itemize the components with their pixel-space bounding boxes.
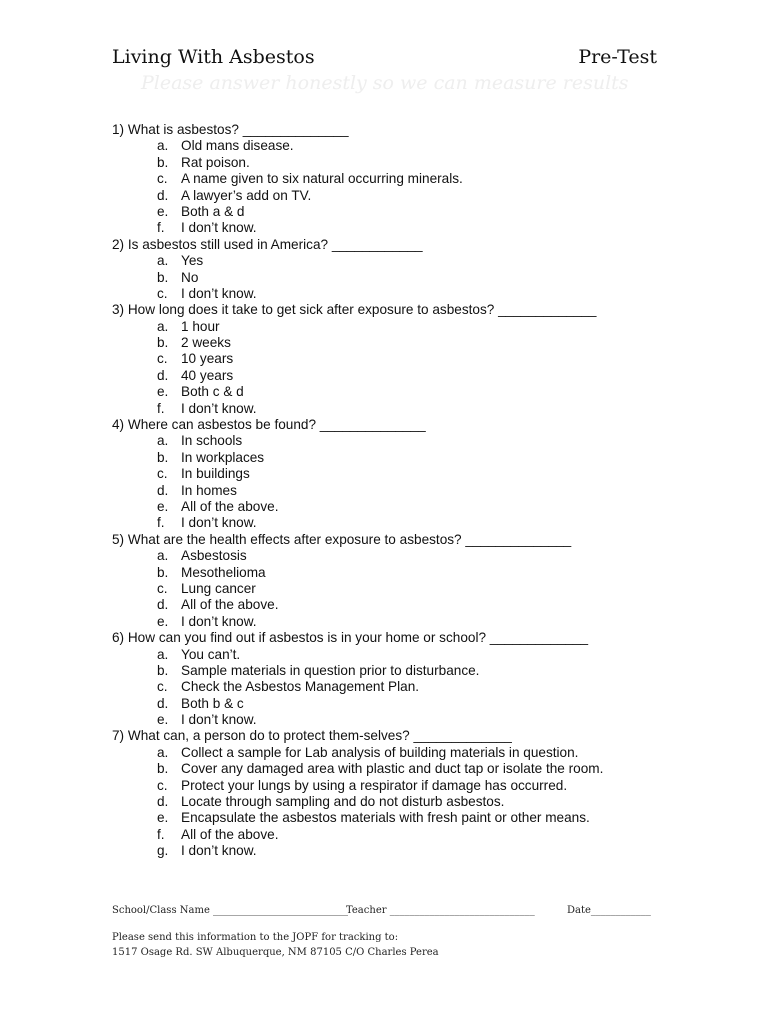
option-text: 2 weeks — [181, 335, 231, 351]
option-letter: b. — [157, 449, 169, 465]
option-letter: d. — [157, 482, 169, 498]
option-text: Sample materials in question prior to disturbance. — [181, 662, 480, 678]
option-letter: d. — [157, 597, 169, 613]
option-letter: d. — [157, 367, 169, 383]
answer-option[interactable] — [112, 745, 732, 761]
option-letter: b. — [157, 662, 169, 678]
answer-option[interactable] — [112, 778, 732, 794]
question-7 — [112, 728, 732, 859]
option-letter: c. — [157, 285, 168, 301]
option-text: Mesothelioma — [181, 564, 266, 580]
option-letter: e. — [157, 810, 169, 826]
option-text: 10 years — [181, 351, 234, 367]
option-text: I don’t know. — [181, 220, 257, 236]
option-letter: b. — [157, 761, 169, 777]
option-text: Rat poison. — [181, 154, 250, 170]
answer-option[interactable] — [112, 319, 732, 335]
option-letter: g. — [157, 843, 169, 859]
option-text: No — [181, 269, 199, 285]
option-text: I don’t know. — [181, 712, 257, 728]
answer-option[interactable] — [112, 433, 732, 449]
answer-option[interactable] — [112, 171, 732, 187]
question-6 — [112, 630, 732, 728]
option-letter: f. — [157, 400, 165, 416]
option-letter: d. — [157, 187, 169, 203]
option-text: All of the above. — [181, 826, 279, 842]
option-text: All of the above. — [181, 597, 279, 613]
option-letter: b. — [157, 335, 169, 351]
option-text: In homes — [181, 482, 237, 498]
option-letter: c. — [157, 171, 168, 187]
option-text: A lawyer’s add on TV. — [181, 187, 312, 203]
option-text: Asbestosis — [181, 548, 247, 564]
question-2 — [112, 237, 732, 303]
answer-option[interactable] — [112, 614, 732, 630]
option-text: Yes — [181, 253, 204, 269]
option-letter: f. — [157, 826, 165, 842]
question-text: 5) What are the health effects after exposure to asbestos? ______________ — [112, 531, 572, 547]
teacher-field[interactable]: Teacher _____________________________ — [346, 905, 535, 916]
option-letter: a. — [157, 318, 169, 334]
date-field[interactable]: Date____________ — [567, 905, 651, 916]
answer-option[interactable] — [112, 647, 732, 663]
option-letter: a. — [157, 646, 169, 662]
answer-options — [112, 433, 732, 531]
option-text: Collect a sample for Lab analysis of building materials in question. — [181, 744, 579, 760]
option-text: In schools — [181, 433, 243, 449]
question-text: 7) What can, a person do to protect them-selves? _____________ — [112, 728, 512, 744]
option-text: I don’t know. — [181, 843, 257, 859]
answer-option[interactable] — [112, 515, 732, 531]
answer-option[interactable] — [112, 188, 732, 204]
answer-option[interactable] — [112, 286, 732, 302]
option-letter: c. — [157, 580, 168, 596]
option-text: Both a & d — [181, 203, 245, 219]
answer-option[interactable] — [112, 450, 732, 466]
option-letter: c. — [157, 679, 168, 695]
question-text: 3) How long does it take to get sick after exposure to asbestos? _____________ — [112, 302, 597, 318]
option-text: All of the above. — [181, 498, 279, 514]
option-letter: c. — [157, 351, 168, 367]
answer-option[interactable] — [112, 270, 732, 286]
answer-options — [112, 745, 732, 860]
question-1 — [112, 122, 732, 237]
question-text: 6) How can you find out if asbestos is in your home or school? _____________ — [112, 630, 589, 646]
option-letter: b. — [157, 564, 169, 580]
answer-option[interactable] — [112, 401, 732, 417]
option-text: Both c & d — [181, 384, 244, 400]
option-text: In buildings — [181, 466, 250, 482]
answer-option[interactable] — [112, 581, 732, 597]
question-text: 2) Is asbestos still used in America? ____________ — [112, 236, 423, 252]
option-text: Locate through sampling and do not disturb asbestos. — [181, 794, 505, 810]
question-text: 4) Where can asbestos be found? ______________ — [112, 417, 426, 433]
answer-options — [112, 138, 732, 236]
option-text: A name given to six natural occurring minerals. — [181, 171, 463, 187]
answer-option[interactable] — [112, 220, 732, 236]
answer-options — [112, 253, 732, 302]
answer-option[interactable] — [112, 335, 732, 351]
answer-option[interactable] — [112, 253, 732, 269]
option-text: Protect your lungs by using a respirator if damage has occurred. — [181, 777, 568, 793]
answer-option[interactable] — [112, 204, 732, 220]
question-list — [112, 122, 732, 860]
question-5 — [112, 532, 732, 630]
answer-option[interactable] — [112, 810, 732, 826]
option-text: Both b & c — [181, 695, 244, 711]
option-text: I don’t know. — [181, 613, 257, 629]
footer-fields-row — [112, 905, 672, 919]
option-letter: c. — [157, 466, 168, 482]
question-3 — [112, 302, 732, 417]
answer-option[interactable] — [112, 827, 732, 843]
answer-option[interactable] — [112, 663, 732, 679]
answer-option[interactable] — [112, 843, 732, 859]
page-title: Living With Asbestos — [112, 46, 315, 68]
answer-option[interactable] — [112, 384, 732, 400]
answer-option[interactable] — [112, 351, 732, 367]
question-text: 1) What is asbestos? ______________ — [112, 122, 349, 137]
option-letter: a. — [157, 138, 169, 154]
option-text: Old mans disease. — [181, 138, 294, 154]
option-letter: e. — [157, 712, 169, 728]
answer-option[interactable] — [112, 155, 732, 171]
option-letter: f. — [157, 220, 165, 236]
option-text: 1 hour — [181, 318, 220, 334]
option-letter: a. — [157, 433, 169, 449]
answer-options — [112, 548, 732, 630]
page-subtitle: Pre-Test — [578, 46, 657, 68]
answer-option[interactable] — [112, 679, 732, 695]
option-text: I don’t know. — [181, 515, 257, 531]
option-letter: f. — [157, 515, 165, 531]
option-letter: e. — [157, 203, 169, 219]
school-class-name-field[interactable]: School/Class Name ___________________________ — [112, 905, 349, 916]
option-letter: e. — [157, 384, 169, 400]
option-letter: a. — [157, 548, 169, 564]
option-letter: e. — [157, 613, 169, 629]
answer-option[interactable] — [112, 368, 732, 384]
answer-option[interactable] — [112, 548, 732, 564]
answer-option[interactable] — [112, 712, 732, 728]
answer-option[interactable] — [112, 483, 732, 499]
option-text: I don’t know. — [181, 285, 257, 301]
answer-option[interactable] — [112, 138, 732, 154]
footer — [112, 905, 672, 960]
option-letter: b. — [157, 269, 169, 285]
answer-options — [112, 319, 732, 417]
answer-option[interactable] — [112, 794, 732, 810]
option-text: In workplaces — [181, 449, 265, 465]
option-letter: d. — [157, 695, 169, 711]
option-letter: e. — [157, 498, 169, 514]
option-letter: c. — [157, 777, 168, 793]
option-letter: d. — [157, 794, 169, 810]
option-text: Lung cancer — [181, 580, 256, 596]
option-letter: a. — [157, 744, 169, 760]
option-text: Cover any damaged area with plastic and duct tap or isolate the room. — [181, 761, 604, 777]
option-letter: a. — [157, 253, 169, 269]
answer-options — [112, 647, 732, 729]
option-letter: b. — [157, 154, 169, 170]
mailing-instructions — [112, 931, 672, 960]
answer-option[interactable] — [112, 696, 732, 712]
option-text: I don’t know. — [181, 400, 257, 416]
faint-watermark-text: Please answer honestly so we can measure results — [141, 72, 629, 94]
answer-option[interactable] — [112, 565, 732, 581]
answer-option[interactable] — [112, 597, 732, 613]
option-text: Check the Asbestos Management Plan. — [181, 679, 420, 695]
answer-option[interactable] — [112, 761, 732, 777]
option-text: Encapsulate the asbestos materials with fresh paint or other means. — [181, 810, 590, 826]
answer-option[interactable] — [112, 466, 732, 482]
question-4 — [112, 417, 732, 532]
option-text: You can’t. — [181, 646, 241, 662]
mailing-instructions-line: Please send this information to the JOPF for tracking to: — [112, 932, 399, 943]
answer-option[interactable] — [112, 499, 732, 515]
mailing-address-line: 1517 Osage Rd. SW Albuquerque, NM 87105 C/O Charles Perea — [112, 946, 439, 958]
option-text: 40 years — [181, 367, 234, 383]
